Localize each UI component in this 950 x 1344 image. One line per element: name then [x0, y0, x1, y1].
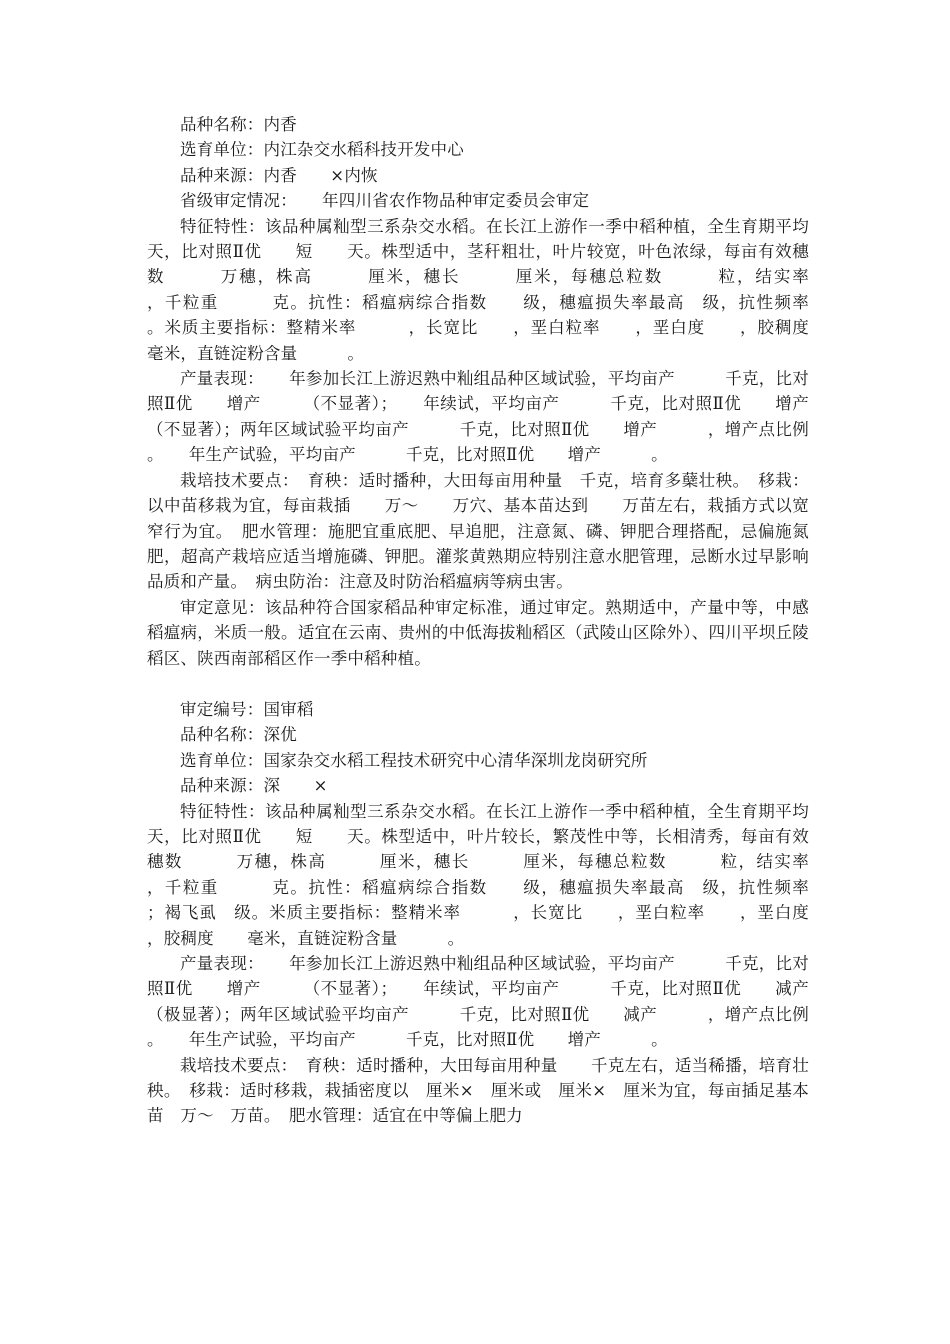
- document-body: [147, 112, 860, 1129]
- record1-variety-name: 品种名称：内香: [180, 115, 297, 134]
- record1-provincial-approval: 省级审定情况： 年四川省农作物品种审定委员会审定: [180, 191, 590, 211]
- record1-cultivation-points: 栽培技术要点： 育秧：适时播种，大田每亩用种量 千克，培育多蘖壮秧。 移栽：以中苗移栽为宜，每亩栽插 万～ 万穴、基本苗达到 万苗左右，栽插方式以宽窄行为宜。 肥水管理：施肥宜重底肥、早追肥，注意氮、磷、钾肥合理搭配，忌偏施氮肥，超高产栽培应适当增施磷、钾肥。灌浆黄熟期应特别注意水肥管理，忌断水过早影响品质和产量。 病虫防治：注意及时防治稻瘟病等病虫害。: [147, 470, 809, 592]
- record2-variety-name: 品种名称：深优: [180, 725, 297, 745]
- record2-variety-source: 品种来源：深 ×: [180, 776, 328, 796]
- record1-yield-performance: 产量表现： 年参加长江上游迟熟中籼组品种区域试验，平均亩产 千克，比对照Ⅱ优 增产 （不显著）； 年续试，平均亩产 千克，比对照Ⅱ优 增产 （不显著）；两年区域试验平均亩产 千克，比对照Ⅱ优 增产 ，增产点比例 。 年生产试验，平均亩产 千克，比对照Ⅱ优 增产 。: [147, 369, 860, 465]
- record2-characteristics: 特征特性：该品种属籼型三系杂交水稻。在长江上游作一季中稻种植，全生育期平均 天，比对照Ⅱ优 短 天。株型适中，叶片较长，繁茂性中等，长相清秀，每亩有效穗数 万穗，株高 厘米，穗长 厘米，每穗总粒数 粒，结实率 ，千粒重 克。抗性：稻瘟病综合指数 级，穗瘟损失率最高 级，抗性频率 ；褐飞虱 级。米质主要指标：整精米率 ，长宽比 ，垩白粒率 ，垩白度 ，胶稠度 毫米，直链淀粉含量 。: [147, 801, 860, 948]
- record1-approval-opinion: 审定意见：该品种符合国家稻品种审定标准，通过审定。熟期适中，产量中等，中感稻瘟病，米质一般。适宜在云南、贵州的中低海拔籼稻区（武陵山区除外）、四川平坝丘陵稻区、陕西南部稻区作一季中稻种植。: [147, 597, 809, 668]
- record2-approval-number: 审定编号：国审稻: [180, 699, 314, 719]
- record1-breeding-unit: 选育单位：内江杂交水稻科技开发中心: [180, 140, 464, 160]
- record-separator: [147, 671, 809, 697]
- record1-characteristics: 特征特性：该品种属籼型三系杂交水稻。在长江上游作一季中稻种植，全生育期平均 天，比对照Ⅱ优 短 天。株型适中，茎秆粗壮，叶片较宽，叶色浓绿，每亩有效穗数 万穗，株高 厘米，穗长 厘米，每穗总粒数 粒，结实率 ，千粒重 克。抗性：稻瘟病综合指数 级，穗瘟损失率最高 级，抗性频率 。米质主要指标：整精米率 ，长宽比 ，垩白粒率 ，垩白度 ，胶稠度 毫米，直链淀粉含量 。: [147, 216, 860, 363]
- record1-variety-source: 品种来源：内香 ×内恢: [180, 165, 378, 185]
- record2-cultivation-points: 栽培技术要点： 育秧：适时播种，大田每亩用种量 千克左右，适当稀播，培育壮秧。 移栽：适时移栽，栽插密度以 厘米× 厘米或 厘米× 厘米为宜，每亩插足基本苗 万～ 万苗。 肥水管理：适宜在中等偏上肥力: [147, 1055, 809, 1126]
- record2-breeding-unit: 选育单位：国家杂交水稻工程技术研究中心清华深圳龙岗研究所: [180, 750, 648, 770]
- record2-yield-performance: 产量表现： 年参加长江上游迟熟中籼组品种区域试验，平均亩产 千克，比对照Ⅱ优 增产 （不显著）； 年续试，平均亩产 千克，比对照Ⅱ优 减产 （极显著）；两年区域试验平均亩产 千克，比对照Ⅱ优 减产 ，增产点比例 。 年生产试验，平均亩产 千克，比对照Ⅱ优 增产 。: [147, 954, 860, 1050]
